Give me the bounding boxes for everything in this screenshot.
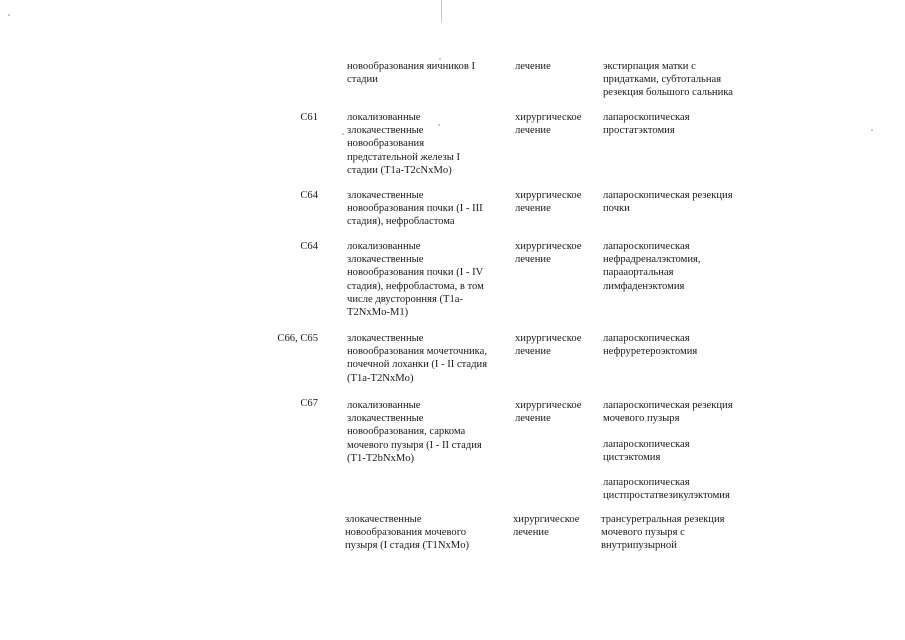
icd-code-cell: C64 (300, 241, 318, 252)
procedure-cell: лапароскопическая резекция мочевого пузыря (603, 400, 733, 425)
procedure-cell: лапароскопическая нефрадреналэктомия, парааортальная лимфаденэктомия (603, 241, 701, 292)
procedure-cell: трансуретральная резекция мочевого пузыря с внутрипузырной (601, 514, 725, 552)
treatment-type-cell: хирургическое лечение (515, 333, 582, 358)
procedure-cell: лапароскопическая нефруретероэктомия (603, 333, 698, 358)
diagnosis-cell: злокачественные новообразования мочевого пузыря (I стадия (T1NxMo) (345, 514, 470, 552)
procedure-cell: лапароскопическая цистэктомия (603, 439, 690, 464)
icd-code-cell: C66, C65 (277, 333, 318, 344)
diagnosis-cell: новообразования яичников I стадии (347, 61, 476, 86)
procedure-cell: лапароскопическая цистпростатвезикулэктомия (603, 477, 730, 502)
icd-code-cell: C61 (300, 112, 318, 123)
diagnosis-cell: локализованные злокачественные новообразования почки (I - IV стадия), нефробластома, в том числе двусторонняя (T1a- T2NxMo-M1) (347, 241, 484, 319)
treatment-type-cell: хирургическое лечение (513, 514, 580, 539)
treatment-type-cell: лечение (515, 61, 551, 72)
diagnosis-cell: локализованные злокачественные новообразования предстательной железы I стадии (T1a-T2cNxMo) (347, 112, 461, 176)
diagnosis-cell: злокачественные новообразования почки (I - III стадия), нефробластома (347, 190, 483, 228)
treatment-type-cell: хирургическое лечение (515, 190, 582, 215)
treatment-type-cell: хирургическое лечение (515, 112, 582, 137)
treatment-type-cell: хирургическое лечение (515, 400, 582, 425)
diagnosis-cell: локализованные злокачественные новообразования, саркома мочевого пузыря (I - II стадия (T1-T2bNxMo) (347, 400, 482, 464)
scan-artifact-line (441, 0, 442, 22)
procedure-cell: лапароскопическая простатэктомия (603, 112, 690, 137)
treatment-type-cell: хирургическое лечение (515, 241, 582, 266)
procedure-cell: лапароскопическая резекция почки (603, 190, 733, 215)
icd-code-cell: C67 (300, 398, 318, 409)
icd-code-cell: C64 (300, 190, 318, 201)
diagnosis-cell: злокачественные новообразования мочеточника, почечной лоханки (I - II стадия (T1a-T2NxMo) (347, 333, 488, 384)
scan-artifact-speck (342, 133, 344, 135)
scan-artifact-speck (871, 129, 873, 131)
procedure-cell: экстирпация матки с придатками, субтотальная резекция большого сальника (603, 61, 733, 99)
scan-artifact-speck (8, 14, 10, 16)
